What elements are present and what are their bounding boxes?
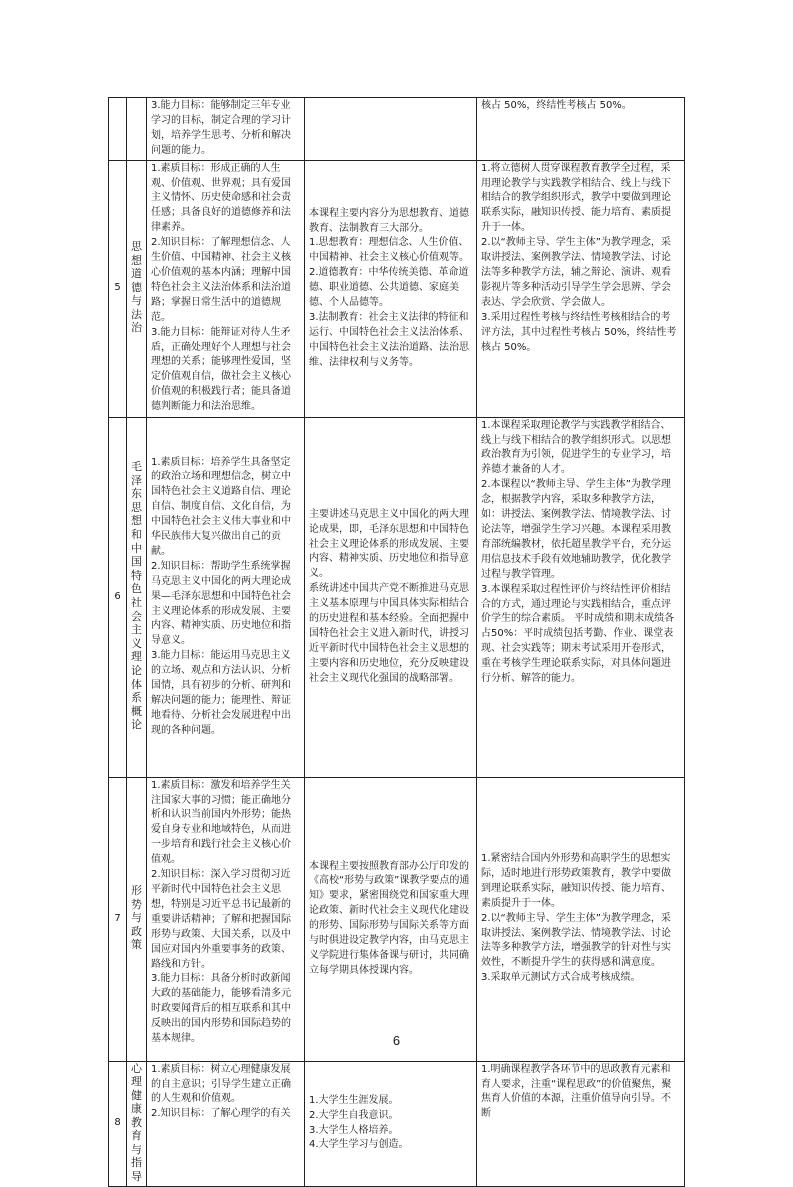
course-content: 本课程主要内容分为思想教育、道德教育、法制教育三大部分。 1.思想教育：理想信念、人生价值、中国精神、社会主义核心价值观等。 2.道德教育：中华传统美德、革命道德、职业道德、公共道德、家庭美德、个人品德等。 3.法制教育：社会主义法律的特征和运行、中国特色社会主义法治体系、中国特色社会主义法治道路、法治思维、法律权利与义务等。 bbox=[305, 160, 477, 417]
row-number: 8 bbox=[109, 1061, 127, 1186]
course-name bbox=[127, 98, 147, 161]
course-name: 思想道德与法治 bbox=[127, 160, 147, 417]
row-number: 6 bbox=[109, 417, 127, 777]
teaching-methods: 1.本课程采取理论教学与实践教学相结合、线上与线下相结合的教学组织形式。以思想政治教育为引领，促进学生的专业学习，培养德才兼备的人才。 2.本课程以“教师主导、学生主体”为教学理念，根据教学内容，采取多种教学方法，如：讲授法、案例教学法、情境教学法、讨论法等，增强学生学习兴趣。本课程采用教育部统编教材，依托超星教学平台，充分运用信息技术手段有效地辅助教学，优化教学过程与教学管理。 3.本课程采取过程性评价与终结性评价相结合的方式，通过理论与实践相结合，重点评价学生的综合素质。 平时成绩和期末成绩各占50%：平时成绩包括考勤、作业、课堂表现、社会实践等；期末考试采用开卷形式，重在考核学生理论联系实际，对具体问题进行分析、解答的能力。 bbox=[477, 417, 685, 777]
page-number: 6 bbox=[392, 1033, 401, 1048]
course-name: 毛泽东思想和中国特色社会主义理论体系概论 bbox=[127, 417, 147, 777]
course-table bbox=[108, 97, 685, 1187]
course-goals: 1.素质目标：激发和培养学生关注国家大事的习惯；能正确地分析和认识当前国内外形势；能热爱自身专业和地域特色，从而进一步培育和践行社会主义核心价值观。 2.知识目标：深入学习贯彻习近平新时代中国特色社会主义思想，特别是习近平总书记最新的重要讲话精神；了解和把握国际形势与政策、大国关系，以及中国应对国内外重要事务的政策、路线和方针。 3.能力目标：具备分析时政新闻大政的基础能力，能够看清多元时政要闻背后的相互联系和其中反映出的国内形势和国际趋势的基本规律。 bbox=[147, 777, 305, 1061]
teaching-methods: 1.紧密结合国内外形势和高职学生的思想实际，适时地进行形势政策教育，教学中要做到理论联系实际，融知识传授、能力培育、素质提升于一体。 2.以“教师主导、学生主体”为教学理念，采取讲授法、案例教学法、情境教学法、讨论法等多种教学方法，增强教学的针对性与实效性，不断提升学生的获得感和满意度。 3.采取单元测试方式合成考核成绩。 bbox=[477, 777, 685, 1061]
course-name: 心理健康教育与指导 bbox=[127, 1061, 147, 1186]
table-row bbox=[109, 1061, 685, 1186]
table-row bbox=[109, 777, 685, 1061]
course-content: 主要讲述马克思主义中国化的两大理论成果，即，毛泽东思想和中国特色社会主义理论体系的形成发展、主要内容、精神实质、历史地位和指导意义。 系统讲述中国共产党不断推进马克思主义基本原理与中国具体实际相结合的历史进程和基本经验。全面把握中国特色社会主义进入新时代，讲授习近平新时代中国特色社会主义思想的主要内容和历史地位，充分反映建设社会主义现代化强国的战略部署。 bbox=[305, 417, 477, 777]
course-goals: 1.素质目标：形成正确的人生观、价值观、世界观；具有爱国主义情怀、历史使命感和社会责任感；具备良好的道德修养和法律素养。 2.知识目标：了解理想信念、人生价值、中国精神、社会主义核心价值观的基本内涵；理解中国特色社会主义法治体系和法治道路；掌握日常生活中的道德规范。 3.能力目标：能辩证对待人生矛盾，正确处理好个人理想与社会理想的关系；能够理性爱国，坚定价值观自信，做社会主义核心价值观的积极践行者；能具备道德判断能力和法治思维。 bbox=[147, 160, 305, 417]
table-row bbox=[109, 417, 685, 777]
row-number: 7 bbox=[109, 777, 127, 1061]
table-row bbox=[109, 98, 685, 161]
teaching-methods: 1.明确课程教学各环节中的思政教育元素和育人要求，注重“课程思政”的价值聚焦，聚焦育人价值的本源，注重价值导向引导。不断 bbox=[477, 1061, 685, 1186]
course-content bbox=[305, 98, 477, 161]
table-row bbox=[109, 160, 685, 417]
course-name: 形势与政策 bbox=[127, 777, 147, 1061]
course-goals: 3.能力目标：能够制定三年专业学习的目标，制定合理的学习计划，培养学生思考、分析和解决问题的能力。 bbox=[147, 98, 305, 161]
row-number: 5 bbox=[109, 160, 127, 417]
row-number bbox=[109, 98, 127, 161]
course-goals: 1.素质目标：培养学生具备坚定的政治立场和理想信念，树立中国特色社会主义道路自信、理论自信、制度自信、文化自信，为中国特色社会主义伟大事业和中华民族伟大复兴做出自己的贡献。 2.知识目标：帮助学生系统掌握马克思主义中国化的两大理论成果—毛泽东思想和中国特色社会主义理论体系的形成发展、主要内容、精神实质、历史地位和指导意义。 3.能力目标：能运用马克思主义的立场、观点和方法认识、分析国情，具有初步的分析、研判和解决问题的能力；能理性、辩证地看待、分析社会发展进程中出现的各种问题。 bbox=[147, 417, 305, 777]
course-content: 1.大学生生涯发展。 2.大学生自我意识。 3.大学生人格培养。 4.大学生学习与创造。 bbox=[305, 1061, 477, 1186]
teaching-methods: 核占 50%，终结性考核占 50%。 bbox=[477, 98, 685, 161]
course-goals: 1.素质目标：树立心理健康发展的自主意识；引导学生建立正确的人生观和价值观。 2.知识目标：了解心理学的有关 bbox=[147, 1061, 305, 1186]
teaching-methods: 1.将立德树人贯穿课程教育教学全过程，采用理论教学与实践教学相结合、线上与线下相结合的教学组织形式，教学中要做到理论联系实际，融知识传授、能力培育、素质提升于一体。 2.以“教师主导、学生主体”为教学理念，采取讲授法、案例教学法、情境教学法、讨论法等多种教学方法，辅之辩论、演讲、观看影视片等多种活动引导学生学会思辨、学会表达、学会欣赏、学会做人。 3.采用过程性考核与终结性考核相结合的考评方法，其中过程性考核占 50%，终结性考核占 50%。 bbox=[477, 160, 685, 417]
course-content: 本课程主要按照教育部办公厅印发的《高校“形势与政策”课教学要点的通知》要求，紧密围绕党和国家重大理论政策、新时代社会主义现代化建设的形势、国际形势与国际关系等方面与时俱进设定教学内容，由马克思主义学院进行集体备课与研讨，共同确立每学期具体授课内容。 bbox=[305, 777, 477, 1061]
